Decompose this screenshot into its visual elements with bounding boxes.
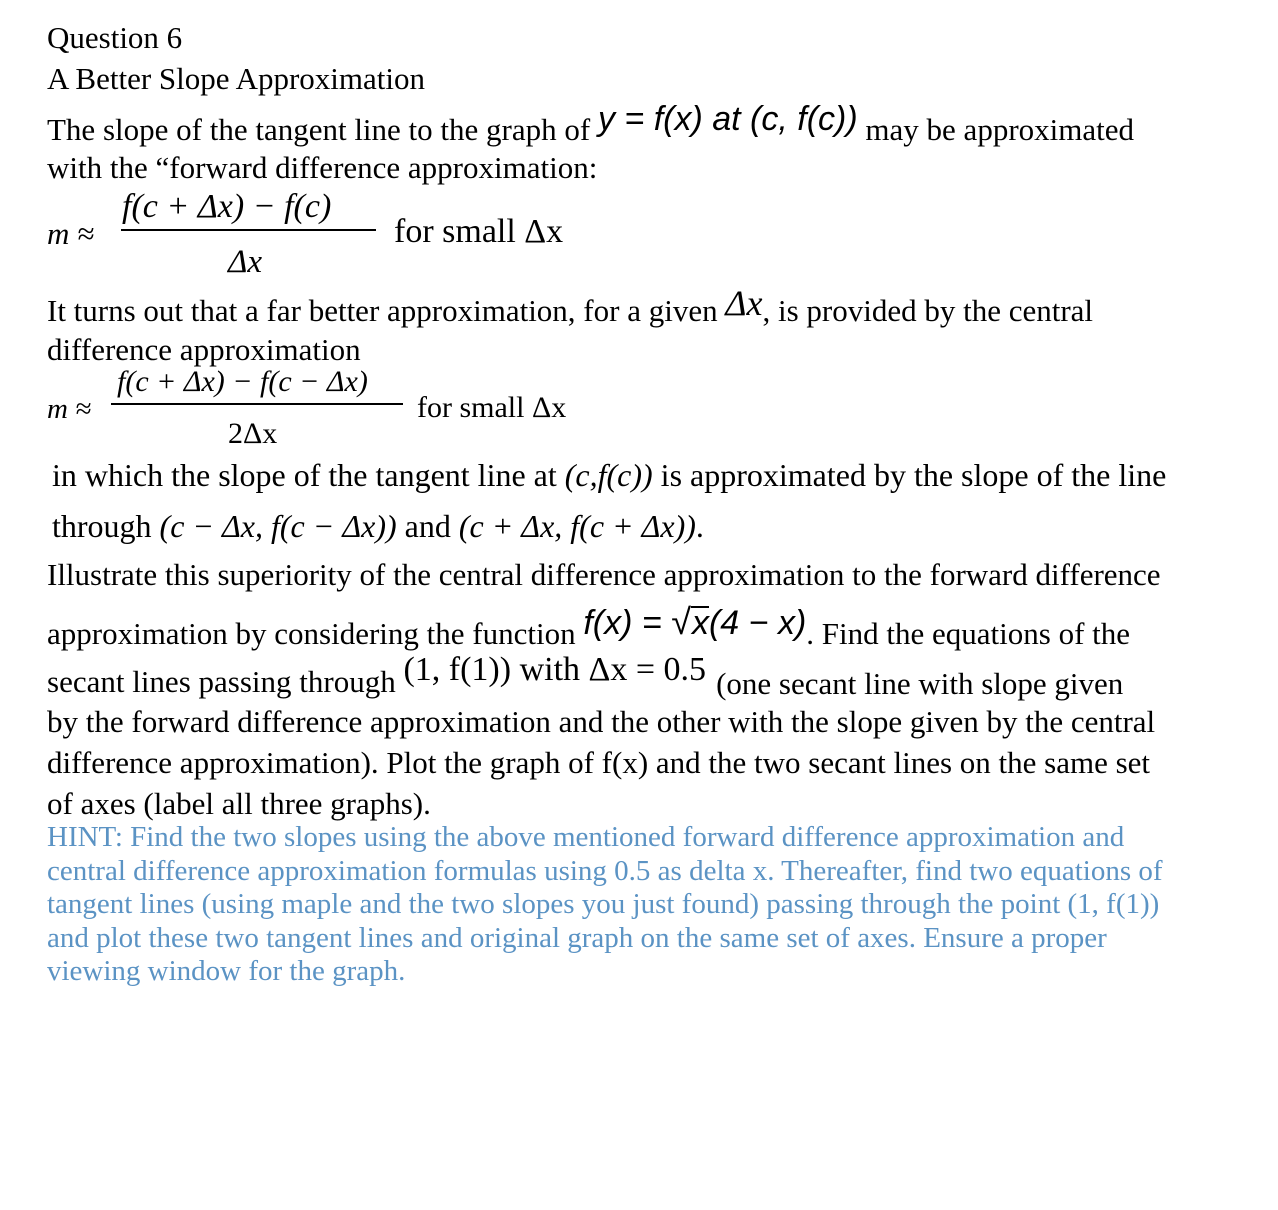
task-function bbox=[583, 601, 807, 642]
explanation-math-left: (c − Δx, f(c − Δx)) bbox=[159, 508, 397, 544]
central-intro-line-2: difference approximation bbox=[47, 332, 361, 367]
forward-formula-denominator: Δx bbox=[228, 244, 263, 280]
hint-line: and plot these two tangent lines and original graph on the same set of axes. Ensure a proper bbox=[47, 921, 1107, 954]
intro-line-1 bbox=[47, 100, 1134, 149]
central-formula-numerator: f(c + Δx) − f(c − Δx) bbox=[117, 365, 368, 398]
sqrt-symbol-icon: √ bbox=[671, 601, 691, 642]
intro-text-a: The slope of the tangent line to the graph of bbox=[47, 112, 598, 147]
question-title: A Better Slope Approximation bbox=[47, 61, 425, 96]
intro-math-point: y = f(x) at (c, f(c)) bbox=[597, 100, 858, 138]
central-formula-condition: for small Δx bbox=[417, 391, 567, 424]
task-text-d: (one secant line with slope given bbox=[716, 666, 1124, 701]
explanation-text-c: through bbox=[52, 508, 160, 544]
hint-line: viewing window for the graph. bbox=[47, 955, 406, 987]
task-line-3 bbox=[47, 651, 1124, 701]
explanation-math-right: (c + Δx, f(c + Δx)) bbox=[458, 508, 696, 544]
hint-line: tangent lines (using maple and the two slopes you just found) passing through the point (1, f(1)) bbox=[47, 888, 1160, 920]
explanation-line-2 bbox=[52, 507, 704, 545]
forward-formula-lhs: m ≈ bbox=[47, 216, 95, 251]
forward-formula-numerator: f(c + Δx) − f(c) bbox=[122, 188, 332, 225]
explanation-text-b: is approximated by the slope of the line bbox=[652, 457, 1167, 493]
intro-line-2: with the “forward difference approximation: bbox=[47, 150, 598, 185]
function-lhs: f(x) = bbox=[583, 604, 672, 642]
task-math-point: (1, f(1)) with Δx = 0.5 bbox=[403, 651, 707, 688]
intro-text-b: may be approximated bbox=[857, 112, 1134, 147]
central-intro-delta: Δx bbox=[725, 283, 763, 323]
central-fraction-bar bbox=[111, 403, 403, 405]
function-rest: (4 − x) bbox=[708, 604, 807, 642]
central-formula-lhs: m ≈ bbox=[47, 393, 92, 425]
central-formula-denominator bbox=[228, 417, 277, 451]
task-text-c: secant lines passing through bbox=[47, 664, 404, 699]
forward-formula-condition: for small Δx bbox=[394, 213, 564, 250]
task-text-b: . Find the equations of the bbox=[806, 616, 1131, 651]
task-line-4: by the forward difference approximation and the other with the slope given by the central bbox=[47, 704, 1156, 739]
central-intro-text-a: It turns out that a far better approximation, for a given bbox=[47, 293, 726, 328]
central-intro-line-1 bbox=[47, 285, 1093, 329]
question-number: Question 6 bbox=[47, 20, 183, 55]
task-line-5: difference approximation). Plot the graph of f(x) and the two secant lines on the same set bbox=[47, 745, 1151, 780]
explanation-text-e: . bbox=[695, 508, 704, 544]
explanation-text-a: in which the slope of the tangent line at bbox=[52, 457, 565, 493]
task-line-6: of axes (label all three graphs). bbox=[47, 786, 431, 821]
task-line-1: Illustrate this superiority of the central difference approximation to the forward difference bbox=[47, 557, 1161, 592]
hint-line: central difference approximation formulas using 0.5 as delta x. Thereafter, find two equations of bbox=[47, 854, 1163, 887]
task-text-a: approximation by considering the function bbox=[47, 616, 584, 651]
explanation-text-d: and bbox=[396, 508, 459, 544]
function-radicand: x bbox=[691, 604, 709, 642]
hint-block bbox=[47, 821, 1247, 989]
central-formula-denominator-text: 2Δx bbox=[228, 417, 278, 450]
explanation-line-1 bbox=[52, 456, 1166, 494]
central-intro-text-b: , is provided by the central bbox=[762, 293, 1094, 328]
task-line-2 bbox=[47, 601, 1131, 651]
hint-line: HINT: Find the two slopes using the above mentioned forward difference approximation and bbox=[47, 821, 1125, 853]
forward-fraction-bar bbox=[121, 229, 376, 231]
explanation-math-point: (c,f(c)) bbox=[564, 457, 653, 493]
